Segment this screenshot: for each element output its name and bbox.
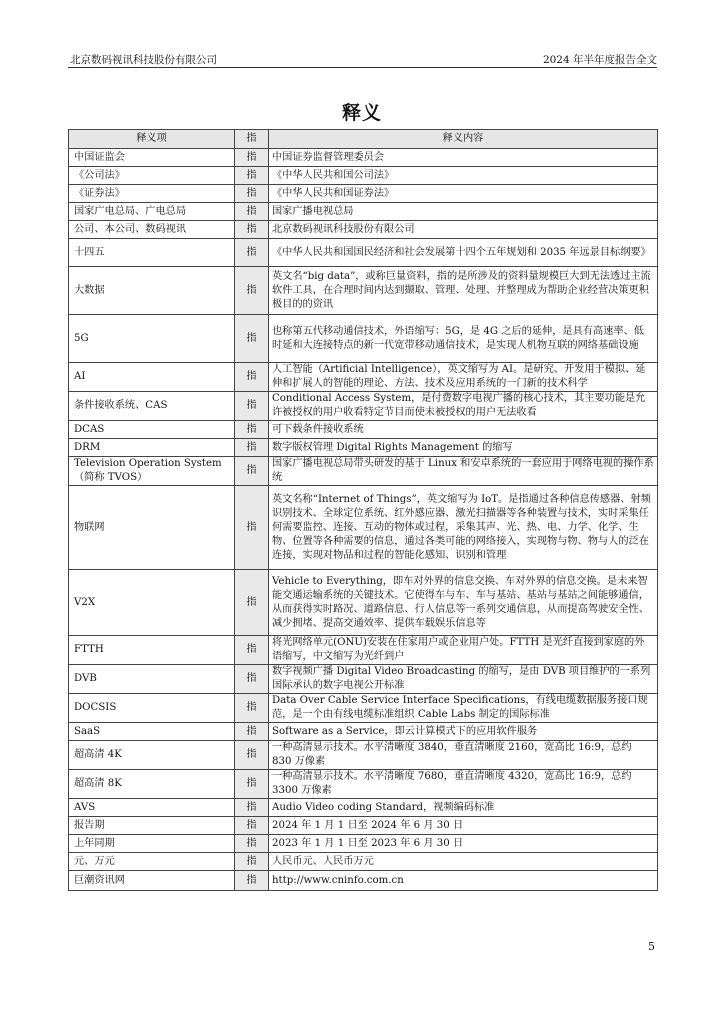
table-row [69,570,658,636]
definition-cell: 人民币元、人民币万元 [269,853,658,871]
term-cell: V2X [69,570,235,636]
ref-cell: 指 [235,871,269,891]
definition-cell: Audio Video coding Standard，视频编码标准 [269,799,658,817]
definition-cell: Software as a Service，即云计算模式下的应用软件服务 [269,723,658,741]
ref-cell: 指 [235,636,269,665]
column-header-term: 释义项 [69,130,235,149]
table-row [69,741,658,770]
definition-cell: 《中华人民共和国公司法》 [269,167,658,185]
table-row [69,363,658,392]
definition-cell: 人工智能（Artificial Intelligence），英文缩写为 AI。是研究、开发用于模拟、延伸和扩展人的智能的理论、方法、技术及应用系统的一门新的技术科学 [269,363,658,392]
term-cell: 超高清 8K [69,770,235,799]
term-cell: 国家广电总局、广电总局 [69,203,235,221]
ref-cell: 指 [235,817,269,835]
definition-cell: 《中华人民共和国证券法》 [269,185,658,203]
ref-cell: 指 [235,741,269,770]
term-cell: 5G [69,315,235,363]
ref-cell: 指 [235,421,269,439]
table-row [69,853,658,871]
term-cell: 元、万元 [69,853,235,871]
definition-cell: 英文名“big data”，或称巨量资料，指的是所涉及的资料量规模巨大到无法透过主流软件工具，在合理时间内达到撷取、管理、处理、并整理成为帮助企业经营决策更积极目的的资讯 [269,267,658,315]
definitions-table [68,129,658,891]
term-cell: FTTH [69,636,235,665]
table-row [69,221,658,239]
term-cell: 中国证监会 [69,149,235,167]
definition-cell: 国家广播电视总局带头研发的基于 Linux 和安卓系统的一套应用于网络电视的操作系统 [269,457,658,486]
column-header-ref: 指 [235,130,269,149]
term-cell: Television Operation System（简称 TVOS） [69,457,235,486]
ref-cell: 指 [235,835,269,853]
definition-cell: 中国证券监督管理委员会 [269,149,658,167]
page-title: 释义 [341,102,382,124]
table-row [69,439,658,457]
table-row [69,799,658,817]
definition-cell: 《中华人民共和国国民经济和社会发展第十四个五年规划和 2035 年远景目标纲要》 [269,239,658,267]
table-row [69,185,658,203]
term-cell: 超高清 4K [69,741,235,770]
definition-cell: http://www.cninfo.com.cn [269,871,658,891]
table-row [69,770,658,799]
table-row [69,421,658,439]
definition-cell: Conditional Access System，是付费数字电视广播的核心技术，其主要功能是允许被授权的用户收看特定节目而使未被授权的用户无法收看 [269,392,658,421]
table-row [69,835,658,853]
ref-cell: 指 [235,267,269,315]
ref-cell: 指 [235,439,269,457]
table-row [69,871,658,891]
ref-cell: 指 [235,167,269,185]
term-cell: 大数据 [69,267,235,315]
ref-cell: 指 [235,770,269,799]
definition-cell: 一种高清显示技术。水平清晰度 3840，垂直清晰度 2160，宽高比 16:9，总约 830 万像素 [269,741,658,770]
ref-cell: 指 [235,853,269,871]
term-cell: 巨潮资讯网 [69,871,235,891]
ref-cell: 指 [235,149,269,167]
ref-cell: 指 [235,570,269,636]
ref-cell: 指 [235,315,269,363]
term-cell: 十四五 [69,239,235,267]
term-cell: DCAS [69,421,235,439]
ref-cell: 指 [235,239,269,267]
ref-cell: 指 [235,694,269,723]
term-cell: 《证券法》 [69,185,235,203]
term-cell: DRM [69,439,235,457]
term-cell: DVB [69,665,235,694]
table-row [69,203,658,221]
definition-cell: Data Over Cable Service Interface Specifications，有线电缆数据服务接口规范，是一个由有线电缆标准组织 Cable Labs 制定的国际标准 [269,694,658,723]
definition-cell: 可下载条件接收系统 [269,421,658,439]
term-cell: 报告期 [69,817,235,835]
table-row [69,665,658,694]
table-row [69,392,658,421]
term-cell: AVS [69,799,235,817]
header-report-title: 2024 年半年度报告全文 [542,54,657,66]
definition-cell: 2024 年 1 月 1 日至 2024 年 6 月 30 日 [269,817,658,835]
table-row [69,486,658,570]
definition-cell: Vehicle to Everything，即车对外界的信息交换、车对外界的信息交换。是未来智能交通运输系统的关键技术。它使得车与车、车与基站、基站与基站之间能够通信，从而获得实时路况、道路信息、行人信息等一系列交通信息，从而提高驾驶安全性、减少拥堵、提高交通效率、提供车载娱乐信息等 [269,570,658,636]
ref-cell: 指 [235,203,269,221]
header-company: 北京数码视讯科技股份有限公司 [70,54,217,66]
definition-cell: 北京数码视讯科技股份有限公司 [269,221,658,239]
page-number: 5 [648,940,655,953]
ref-cell: 指 [235,799,269,817]
definition-cell: 国家广播电视总局 [269,203,658,221]
definition-cell: 也称第五代移动通信技术，外语缩写：5G，是 4G 之后的延伸，是具有高速率、低时延和大连接特点的新一代宽带移动通信技术，是实现人机物互联的网络基础设施 [269,315,658,363]
column-header-definition: 释义内容 [269,130,658,149]
table-row [69,723,658,741]
term-cell: 公司、本公司、数码视讯 [69,221,235,239]
ref-cell: 指 [235,363,269,392]
table-row [69,239,658,267]
table-row [69,817,658,835]
definition-cell: 将光网络单元(ONU)安装在住家用户或企业用户处。FTTH 是光纤直接到家庭的外语缩写，中文缩写为光纤到户 [269,636,658,665]
header-divider [68,67,657,68]
ref-cell: 指 [235,723,269,741]
table-row [69,167,658,185]
table-row [69,315,658,363]
definition-cell: 一种高清显示技术。水平清晰度 7680，垂直清晰度 4320，宽高比 16:9，总约 3300 万像素 [269,770,658,799]
term-cell: DOCSIS [69,694,235,723]
ref-cell: 指 [235,185,269,203]
table-row [69,636,658,665]
ref-cell: 指 [235,221,269,239]
table-row [69,149,658,167]
table-row [69,457,658,486]
definition-cell: 2023 年 1 月 1 日至 2023 年 6 月 30 日 [269,835,658,853]
term-cell: SaaS [69,723,235,741]
term-cell: 上年同期 [69,835,235,853]
definition-cell: 数字版权管理 Digital Rights Management 的缩写 [269,439,658,457]
ref-cell: 指 [235,665,269,694]
ref-cell: 指 [235,457,269,486]
term-cell: 条件接收系统、CAS [69,392,235,421]
table-row [69,694,658,723]
page-header [68,52,657,66]
definition-cell: 数字视频广播 Digital Video Broadcasting 的缩写，是由 DVB 项目维护的一系列国际承认的数字电视公开标准 [269,665,658,694]
definition-cell: 英文名称“Internet of Things”，英文缩写为 IoT。是指通过各种信息传感器、射频识别技术、全球定位系统、红外感应器、激光扫描器等各种装置与技术，实时采集任何需要监控、连接、互动的物体或过程，采集其声、光、热、电、力学、化学、生物、位置等各种需要的信息，通过各类可能的网络接入，实现物与物、物与人的泛在连接，实现对物品和过程的智能化感知、识别和管理 [269,486,658,570]
table-row [69,267,658,315]
ref-cell: 指 [235,392,269,421]
term-cell: AI [69,363,235,392]
ref-cell: 指 [235,486,269,570]
term-cell: 物联网 [69,486,235,570]
table-header-row [69,130,658,149]
term-cell: 《公司法》 [69,167,235,185]
